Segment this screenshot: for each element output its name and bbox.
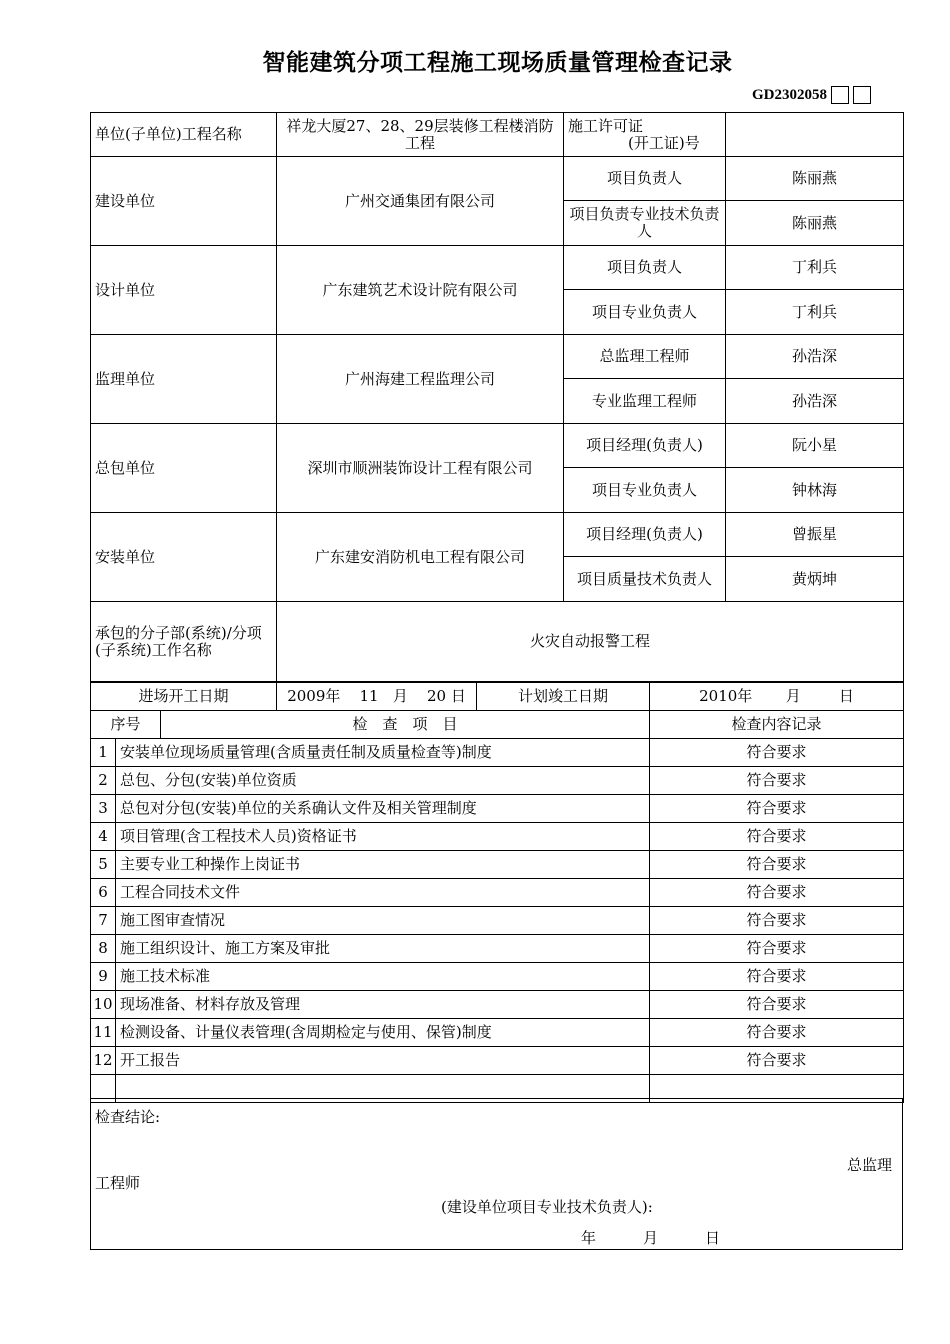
conclusion-label: 检查结论:	[95, 1108, 161, 1126]
conclusion-table	[90, 1098, 903, 1250]
chief-supervisor-label-1: 总监理	[846, 1156, 892, 1174]
permit-label-line1: 施工许可证	[568, 116, 644, 135]
row-no: 7	[91, 907, 116, 935]
role-label: 项目负责人	[564, 157, 726, 201]
start-month: 11	[359, 687, 379, 705]
role-person: 陈丽燕	[726, 201, 904, 246]
document-code	[752, 86, 871, 104]
row-item: 施工技术标准	[116, 963, 650, 991]
document-code-text: GD2302058	[752, 86, 827, 103]
row-no: 8	[91, 935, 116, 963]
row-no: 2	[91, 767, 116, 795]
row-no: 9	[91, 963, 116, 991]
role-label: 项目负责专业技术负责人	[564, 201, 726, 246]
subcontract-label: 承包的分子部(系统)/分项(子系统)工作名称	[91, 602, 277, 682]
row-no: 10	[91, 991, 116, 1019]
role-label: 项目负责人	[564, 246, 726, 290]
row-item: 总包对分包(安装)单位的关系确认文件及相关管理制度	[116, 795, 650, 823]
unit-name: 广州海建工程监理公司	[277, 335, 564, 424]
row-record: 符合要求	[650, 935, 904, 963]
row-item: 检测设备、计量仪表管理(含周期检定与使用、保管)制度	[116, 1019, 650, 1047]
role-person: 曾振星	[726, 513, 904, 557]
role-label: 项目经理(负责人)	[564, 424, 726, 468]
unit-label: 安装单位	[91, 513, 277, 602]
end-date-value	[650, 683, 904, 711]
role-label: 项目专业负责人	[564, 290, 726, 335]
day-unit: 日	[450, 687, 466, 705]
row-record: 符合要求	[650, 991, 904, 1019]
check-items-table	[90, 682, 904, 1103]
row-item: 项目管理(含工程技术人员)资格证书	[116, 823, 650, 851]
row-record: 符合要求	[650, 907, 904, 935]
row-no: 6	[91, 879, 116, 907]
row-no: 5	[91, 851, 116, 879]
page-title: 智能建筑分项工程施工现场质量管理检查记录	[262, 50, 733, 76]
role-person: 孙浩深	[726, 335, 904, 379]
row-item: 总包、分包(安装)单位资质	[116, 767, 650, 795]
role-label: 项目专业负责人	[564, 468, 726, 513]
row-record: 符合要求	[650, 879, 904, 907]
chief-supervisor-label-2: 工程师	[95, 1174, 141, 1192]
project-name-label: 单位(子单位)工程名称	[91, 113, 277, 157]
start-date-label: 进场开工日期	[91, 683, 277, 711]
role-person: 黄炳坤	[726, 557, 904, 602]
role-label: 项目经理(负责人)	[564, 513, 726, 557]
row-item: 开工报告	[116, 1047, 650, 1075]
unit-name: 深圳市顺洲装饰设计工程有限公司	[277, 424, 564, 513]
row-no: 11	[91, 1019, 116, 1047]
role-person: 丁利兵	[726, 290, 904, 335]
role-person: 钟林海	[726, 468, 904, 513]
row-item: 施工图审查情况	[116, 907, 650, 935]
col-header-no: 序号	[91, 711, 161, 739]
end-month-unit: 月	[785, 687, 801, 705]
builder-tech-lead-label: (建设单位项目专业技术负责人):	[441, 1198, 653, 1216]
row-no: 3	[91, 795, 116, 823]
date-day: 日	[705, 1229, 721, 1247]
unit-label: 设计单位	[91, 246, 277, 335]
row-record: 符合要求	[650, 851, 904, 879]
month-unit: 月	[392, 687, 408, 705]
row-record: 符合要求	[650, 795, 904, 823]
project-info-table	[90, 112, 904, 682]
permit-value	[726, 113, 904, 157]
role-label: 专业监理工程师	[564, 379, 726, 424]
unit-name: 广州交通集团有限公司	[277, 157, 564, 246]
role-person: 孙浩深	[726, 379, 904, 424]
project-name-value: 祥龙大厦27、28、29层装修工程楼消防工程	[277, 113, 564, 157]
col-header-item: 检 查 项 目	[161, 711, 650, 739]
permit-label	[564, 113, 726, 157]
row-record: 符合要求	[650, 963, 904, 991]
row-no: 4	[91, 823, 116, 851]
checkbox-2[interactable]	[853, 86, 871, 104]
start-year: 2009年	[287, 687, 341, 705]
row-record: 符合要求	[650, 823, 904, 851]
start-date-value	[277, 683, 477, 711]
role-person: 丁利兵	[726, 246, 904, 290]
role-label: 项目质量技术负责人	[564, 557, 726, 602]
unit-name: 广东建筑艺术设计院有限公司	[277, 246, 564, 335]
date-year: 年	[581, 1229, 597, 1247]
role-person: 陈丽燕	[726, 157, 904, 201]
permit-label-line2: (开工证)号	[628, 133, 700, 152]
conclusion-cell	[91, 1099, 903, 1250]
end-day-unit: 日	[838, 687, 854, 705]
row-item: 工程合同技术文件	[116, 879, 650, 907]
row-record: 符合要求	[650, 739, 904, 767]
row-item: 施工组织设计、施工方案及审批	[116, 935, 650, 963]
row-item: 现场准备、材料存放及管理	[116, 991, 650, 1019]
end-date-label: 计划竣工日期	[477, 683, 650, 711]
col-header-record: 检查内容记录	[650, 711, 904, 739]
unit-label: 总包单位	[91, 424, 277, 513]
checkbox-1[interactable]	[831, 86, 849, 104]
row-record: 符合要求	[650, 1047, 904, 1075]
row-item: 主要专业工种操作上岗证书	[116, 851, 650, 879]
unit-label: 监理单位	[91, 335, 277, 424]
date-month: 月	[643, 1229, 659, 1247]
role-person: 阮小星	[726, 424, 904, 468]
unit-label: 建设单位	[91, 157, 277, 246]
unit-name: 广东建安消防机电工程有限公司	[277, 513, 564, 602]
row-record: 符合要求	[650, 1019, 904, 1047]
start-day: 20	[426, 687, 447, 705]
end-year: 2010年	[699, 687, 753, 705]
row-no: 12	[91, 1047, 116, 1075]
row-no: 1	[91, 739, 116, 767]
row-record: 符合要求	[650, 767, 904, 795]
role-label: 总监理工程师	[564, 335, 726, 379]
row-item: 安装单位现场质量管理(含质量责任制及质量检查等)制度	[116, 739, 650, 767]
subcontract-value: 火灾自动报警工程	[277, 602, 904, 682]
